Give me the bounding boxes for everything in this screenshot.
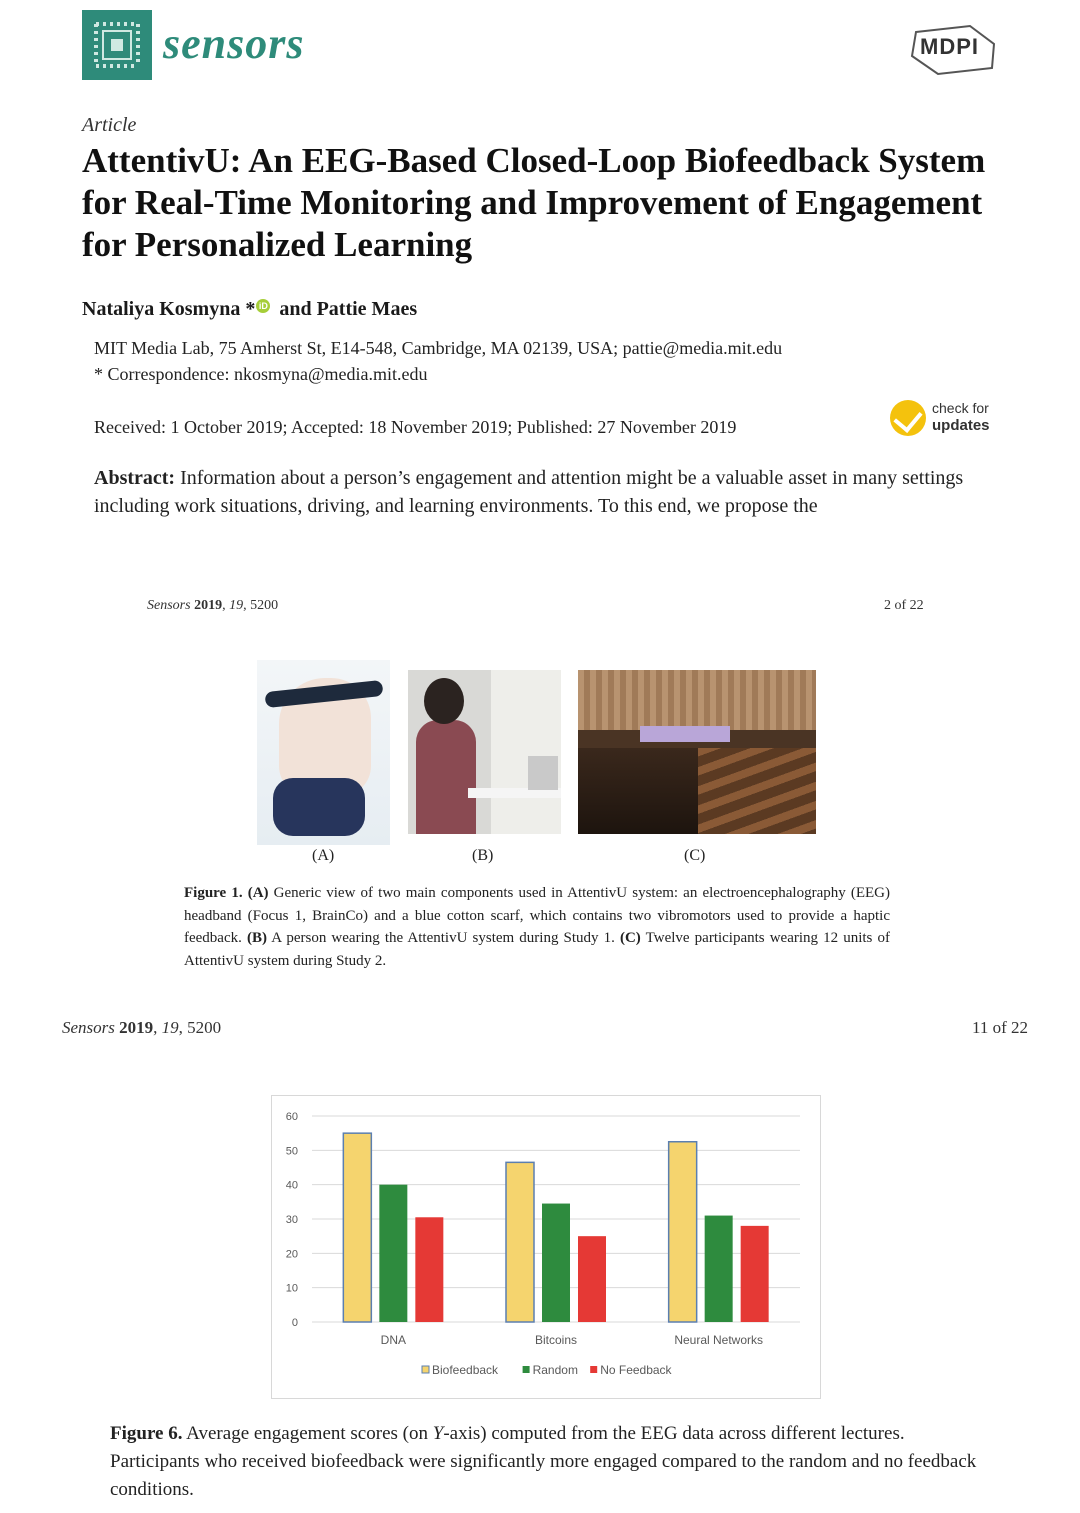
figure-1-label: Figure 1. (184, 885, 243, 901)
legend-label: Random (532, 1363, 578, 1377)
page11-number: 11 of 22 (972, 1018, 1029, 1037)
x-category-label: Bitcoins (534, 1333, 578, 1347)
publication-dates: Received: 1 October 2019; Accepted: 18 November 2019; Published: 27 November 2019 (94, 417, 737, 437)
journal-logo (82, 10, 152, 80)
bar-no-feedback (578, 1236, 606, 1322)
figure-1-caption (184, 882, 890, 972)
author-list (82, 298, 417, 321)
chip-pins-left (94, 24, 98, 66)
engagement-bar-chart (271, 1095, 821, 1399)
correspondence: * Correspondence: nkosmyna@media.mit.edu (94, 364, 428, 384)
photo-ceiling (578, 670, 816, 730)
photo-person (416, 720, 476, 834)
article-type: Article (82, 114, 137, 136)
y-tick-label: 40 (285, 1179, 298, 1192)
page11-journal-ref: Sensors 2019, 19, 5200 (62, 1018, 222, 1037)
y-tick-label: 20 (285, 1248, 298, 1261)
publisher-name: MDPI (920, 34, 979, 59)
caption-text-pre: Average engagement scores (on (182, 1423, 433, 1444)
photo-screen (640, 726, 730, 742)
legend-swatch (590, 1366, 597, 1373)
x-category-label: Neural Networks (674, 1333, 764, 1347)
abstract-label: Abstract: (94, 467, 176, 489)
page2-journal-ref: Sensors 2019, 19, 5200 (147, 598, 279, 613)
journal-ref-volume: 19 (161, 1018, 179, 1037)
y-tick-label: 50 (285, 1145, 298, 1158)
journal-ref-volume: 19 (229, 598, 244, 613)
blue-scarf (273, 778, 365, 836)
photo-label-c: (C) (684, 847, 706, 864)
photo-rows (698, 748, 816, 834)
author-2[interactable]: and Pattie Maes (279, 298, 418, 320)
journal-name: sensors (163, 19, 305, 68)
photo-lecture-hall (578, 670, 816, 834)
bar-random (379, 1185, 407, 1322)
check-for-updates-badge[interactable] (890, 398, 1000, 438)
photo-person-head (424, 678, 464, 724)
caption-part-b-text: A person wearing the AttentivU system during Study 1. (266, 930, 620, 946)
y-tick-label: 0 (291, 1317, 298, 1329)
y-tick-label: 30 (285, 1214, 298, 1226)
caption-part-c-label: (C) (619, 930, 641, 946)
caption-text-post: -axis) computed from the EEG data across different lectures. Participants who received biofeedback were significantly more engaged compared to the random and no feedback conditions. (110, 1423, 977, 1500)
photo-wall (491, 670, 561, 834)
photo-laptop (528, 756, 558, 790)
chip-pins-top (96, 22, 138, 26)
page2-number: 2 of 22 (884, 598, 924, 613)
photo-label-b: (B) (472, 847, 494, 864)
journal-ref-name: Sensors (147, 598, 191, 613)
bar-biofeedback (343, 1133, 371, 1322)
journal-ref-name: Sensors (62, 1018, 115, 1037)
photo-label-a: (A) (312, 847, 335, 864)
bar-biofeedback (669, 1142, 697, 1322)
journal-ref-number: 5200 (250, 598, 279, 613)
photo-headband-scarf (257, 660, 390, 845)
bar-random (705, 1216, 733, 1322)
journal-ref-year: 2019 (194, 598, 223, 613)
chip-pins-bottom (96, 64, 138, 68)
caption-part-b-label: (B) (246, 930, 267, 946)
bar-no-feedback (741, 1226, 769, 1322)
figure-6-label: Figure 6. (110, 1423, 183, 1444)
legend-swatch (422, 1366, 429, 1373)
check-updates-line2: updates (932, 417, 990, 434)
chip-pins-right (136, 24, 140, 66)
legend-swatch (523, 1366, 530, 1373)
chip-icon (102, 30, 132, 60)
bar-biofeedback (506, 1162, 534, 1322)
bar-random (542, 1204, 570, 1322)
y-tick-label: 10 (285, 1282, 298, 1295)
article-title: AttentivU: An EEG-Based Closed-Loop Biofeedback System for Real-Time Monitoring and Improvement of Engagement for Personalized Learning (82, 141, 986, 264)
x-category-label: DNA (380, 1333, 407, 1347)
legend-label: No Feedback (600, 1363, 672, 1377)
chart-svg (272, 1096, 820, 1398)
check-updates-line1: check for (932, 400, 989, 416)
photo-person-wearing-system (408, 670, 561, 834)
caption-part-a-label: (A) (247, 885, 269, 901)
y-tick-label: 60 (285, 1111, 298, 1123)
caption-part-c-text: Twelve participants wearing 12 units of AttentivU system during Study 2. (184, 930, 890, 969)
checkmark-icon (890, 400, 926, 436)
orcid-icon[interactable]: iD (256, 299, 270, 313)
legend-label: Biofeedback (432, 1363, 499, 1377)
journal-ref-number: 5200 (187, 1018, 222, 1037)
figure-6-caption (110, 1420, 990, 1504)
affiliation: MIT Media Lab, 75 Amherst St, E14-548, Cambridge, MA 02139, USA; pattie@media.mit.edu (94, 338, 783, 358)
caption-part-a-text: Generic view of two main components used in AttentivU system: an electroencephalography (EEG) headband (Focus 1, BrainCo) and a blue cotton scarf, which contains two vibromotors used to provide a haptic feedback. (184, 885, 890, 946)
caption-axis: Y (432, 1423, 444, 1444)
author-1[interactable]: Nataliya Kosmyna * (82, 298, 256, 320)
journal-ref-year: 2019 (119, 1018, 154, 1037)
bar-no-feedback (415, 1217, 443, 1322)
abstract (94, 464, 1004, 520)
abstract-text: Information about a person’s engagement and attention might be a valuable asset in many settings including work situations, driving, and learning environments. To this end, we propose the (94, 467, 964, 517)
